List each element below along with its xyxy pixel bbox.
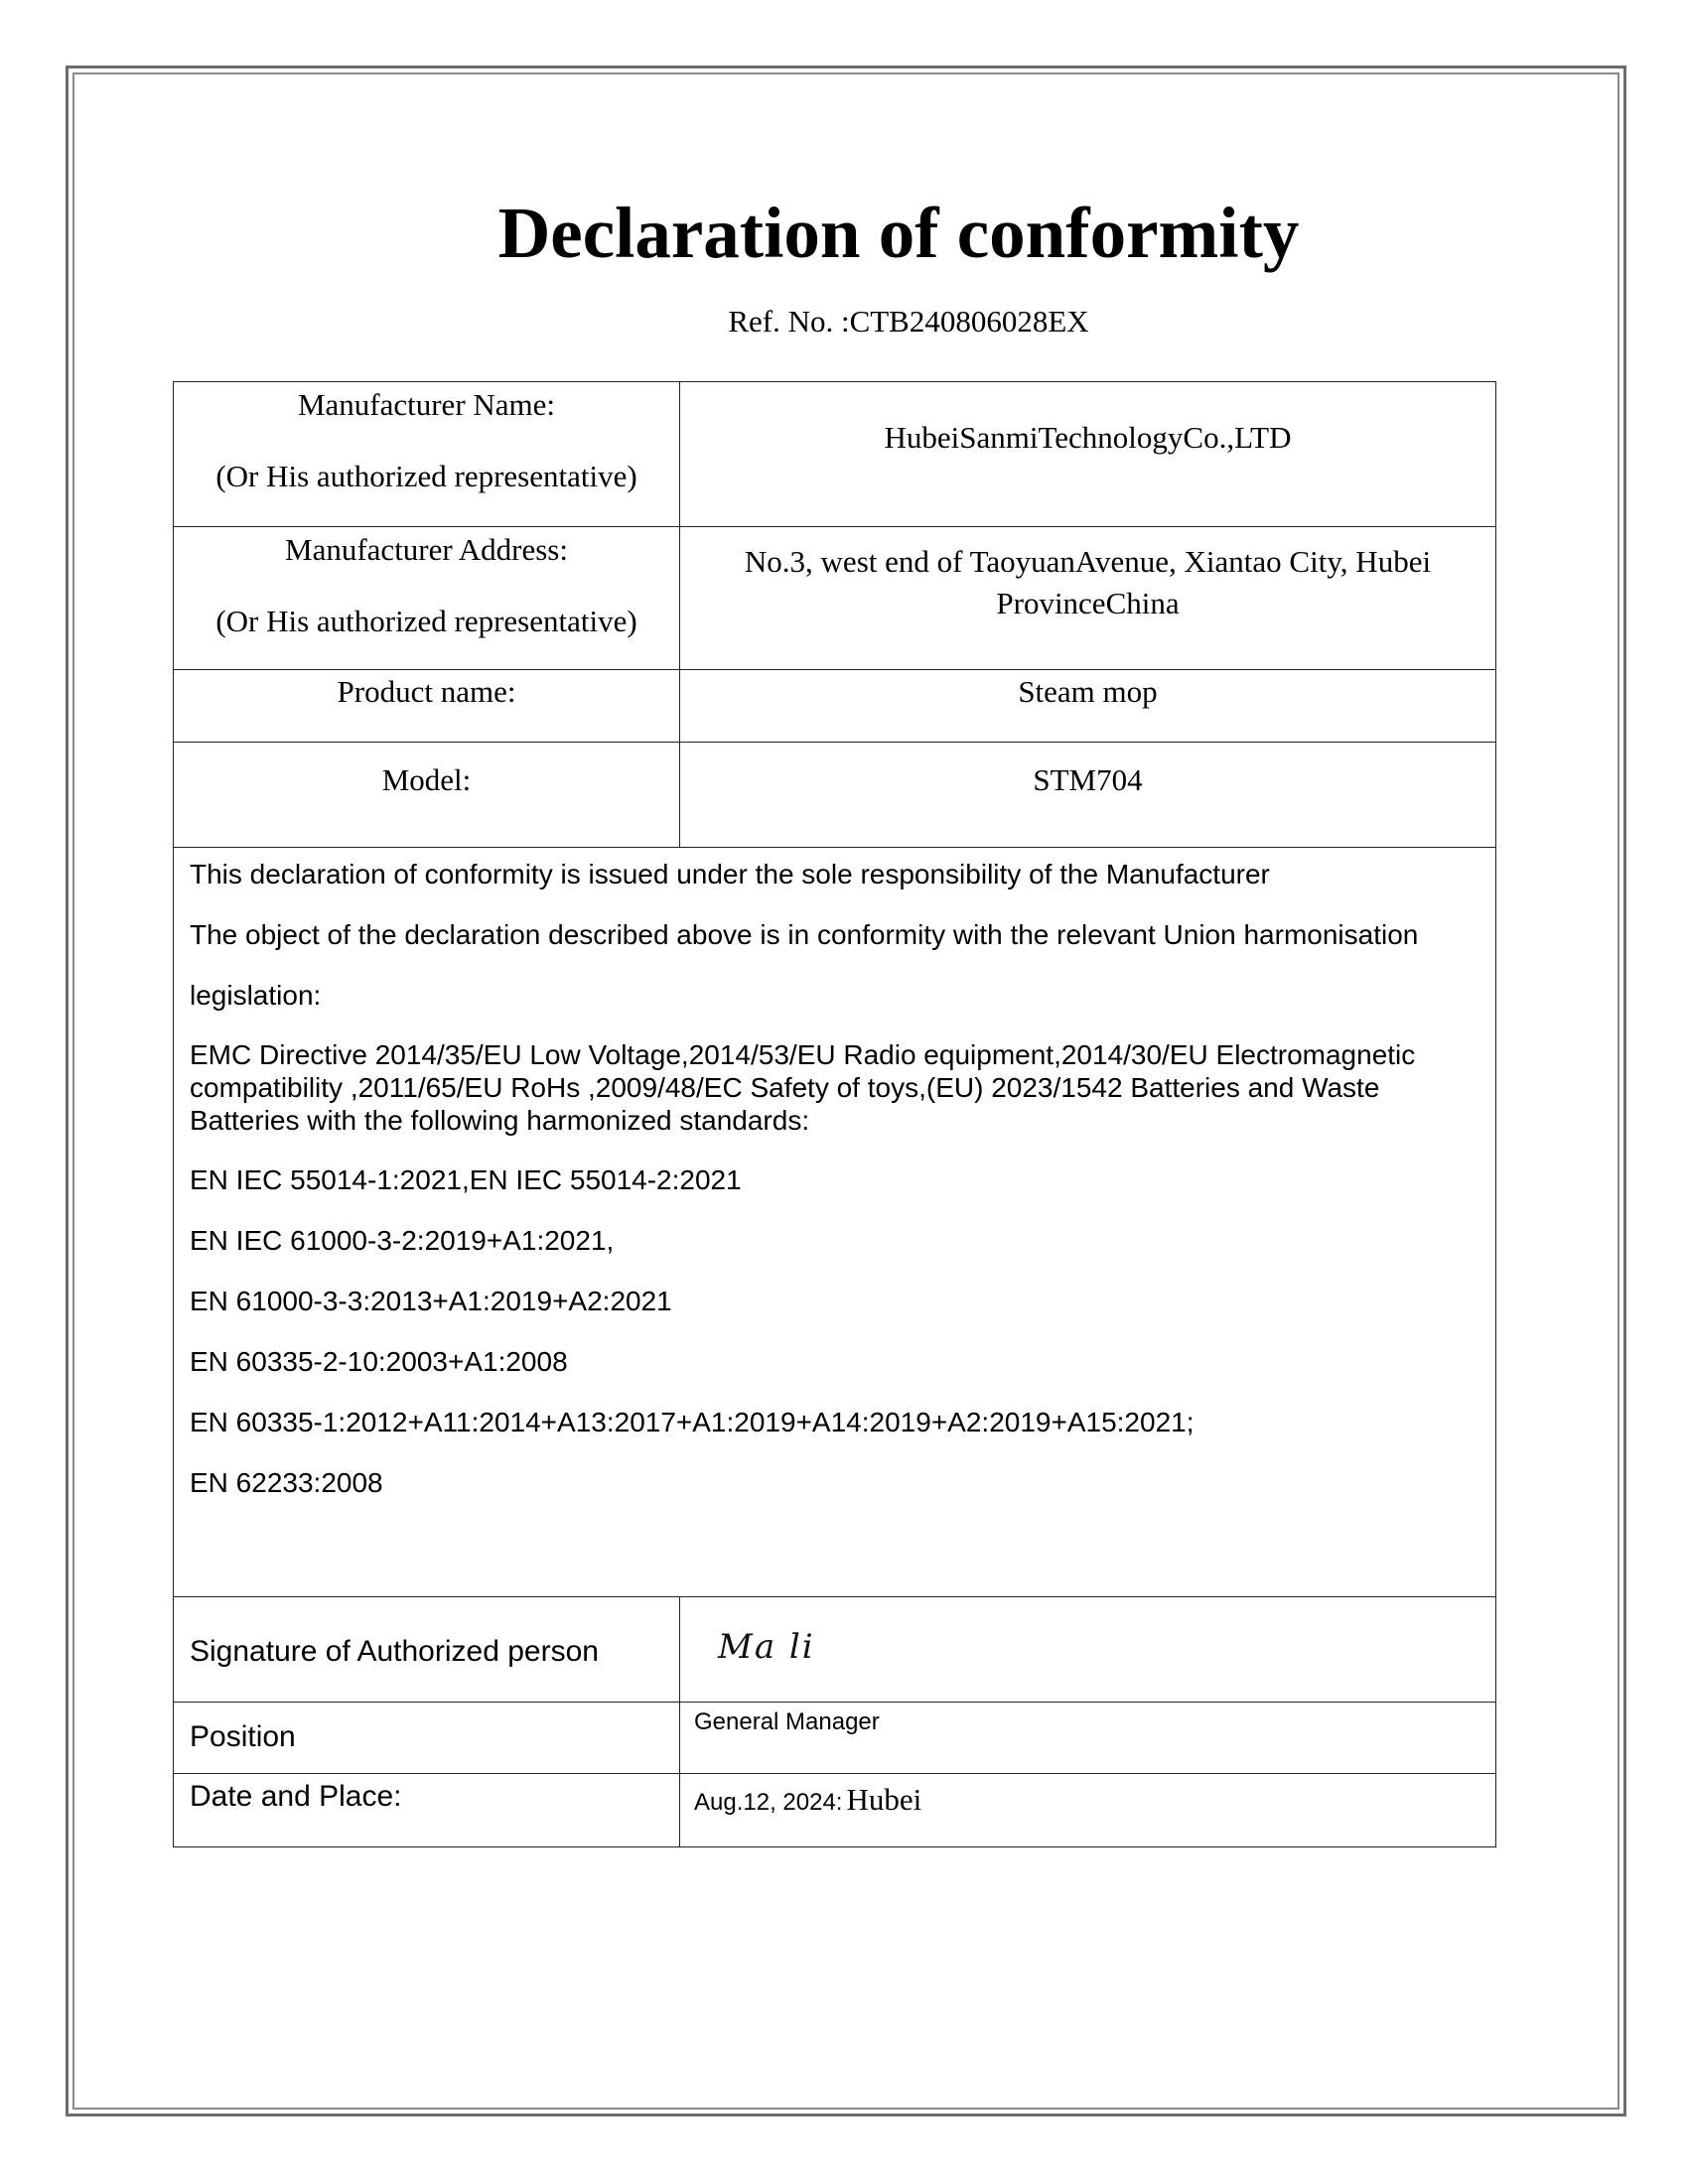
date-value: Aug.12, 2024:	[694, 1789, 843, 1816]
standard-item: EN 60335-1:2012+A11:2014+A13:2017+A1:2019+A14:2019+A2:2019+A15:2021;	[190, 1407, 1195, 1437]
model-label-cell	[174, 743, 680, 848]
position-value-cell	[680, 1703, 1496, 1774]
manufacturer-name-label: Manufacturer Name:	[297, 387, 556, 422]
statement-line-3: legislation:	[190, 980, 322, 1011]
model-label: Model:	[381, 762, 472, 797]
model-value-cell	[680, 743, 1496, 848]
directives-text: EMC Directive 2014/35/EU Low Voltage,2014/53/EU Radio equipment,2014/30/EU Electromagnetic compatibility ,2011/65/EU RoHs ,2009/48/EC Safety of toys,(EU) 2023/1542 Batteries and Waste Batteries with the following harmonized standards:	[190, 1039, 1416, 1136]
signature-label-cell	[174, 1597, 680, 1703]
signature-label: Signature of Authorized person	[190, 1635, 599, 1668]
manufacturer-name-sublabel: (Or His authorized representative)	[215, 459, 637, 493]
standard-item: EN IEC 61000-3-2:2019+A1:2021,	[190, 1225, 615, 1256]
model-row	[174, 743, 1496, 848]
statement-line-2: The object of the declaration described above is in conformity with the relevant Union harmonisation	[190, 919, 1419, 950]
manufacturer-address-line1: No.3, west end of TaoyuanAvenue, Xiantao City, Hubei	[744, 544, 1432, 579]
position-label: Position	[190, 1720, 296, 1753]
handwritten-signature: Ma li	[718, 1627, 815, 1667]
standard-item: EN IEC 55014-1:2021,EN IEC 55014-2:2021	[190, 1164, 742, 1195]
model-value: STM704	[1033, 762, 1143, 797]
standard-item: EN 61000-3-3:2013+A1:2019+A2:2021	[190, 1286, 672, 1316]
document-title: Declaration of conformity	[497, 193, 1300, 273]
manufacturer-address-value-cell	[680, 527, 1496, 670]
statement-line-1: This declaration of conformity is issued under the sole responsibility of the Manufacturer	[190, 859, 1270, 889]
manufacturer-address-row	[174, 527, 1496, 670]
date-place-label-cell	[174, 1774, 680, 1847]
standard-item: EN 62233:2008	[190, 1467, 383, 1498]
manufacturer-name-value: HubeiSanmiTechnologyCo.,LTD	[884, 420, 1292, 455]
standard-item: EN 60335-2-10:2003+A1:2008	[190, 1346, 568, 1377]
declaration-table	[173, 381, 1496, 1847]
manufacturer-name-row	[174, 382, 1496, 527]
position-value: General Manager	[694, 1708, 880, 1735]
product-name-value: Steam mop	[1018, 674, 1158, 709]
date-place-label: Date and Place:	[190, 1780, 402, 1813]
date-place-value-cell	[680, 1774, 1496, 1847]
manufacturer-name-value-cell	[680, 382, 1496, 527]
manufacturer-address-sublabel: (Or His authorized representative)	[215, 604, 637, 638]
manufacturer-address-label-cell	[174, 527, 680, 670]
position-row	[174, 1703, 1496, 1774]
manufacturer-address-label: Manufacturer Address:	[285, 532, 568, 567]
manufacturer-name-label-cell	[174, 382, 680, 527]
place-value: Hubei	[846, 1782, 922, 1817]
product-name-label: Product name:	[337, 674, 516, 709]
product-name-row	[174, 670, 1496, 743]
product-name-label-cell	[174, 670, 680, 743]
statement-cell	[174, 848, 1496, 1597]
reference-number: Ref. No. :CTB240806028EX	[728, 304, 1089, 339]
signature-value-cell	[680, 1597, 1496, 1703]
position-label-cell	[174, 1703, 680, 1774]
signature-row	[174, 1597, 1496, 1703]
date-place-row	[174, 1774, 1496, 1847]
manufacturer-address-line2: ProvinceChina	[996, 586, 1180, 620]
statement-row	[174, 848, 1496, 1597]
product-name-value-cell	[680, 670, 1496, 743]
